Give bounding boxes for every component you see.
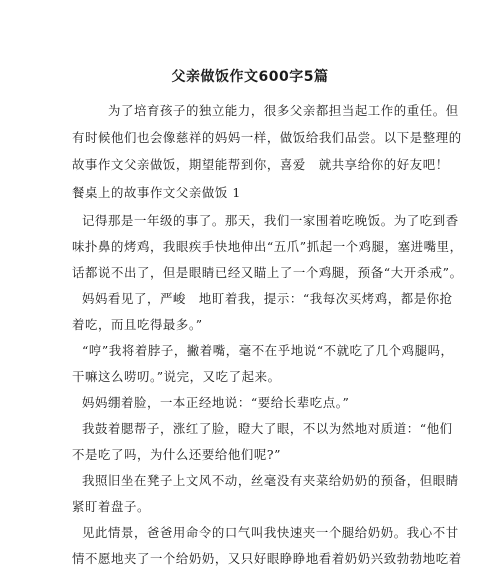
paragraph-line: 故事作文父亲做饭，期望能帮到你，喜爱 就共享给你的好友吧！ bbox=[72, 157, 449, 172]
paragraph-line: 味扑鼻的烤鸡，我眼疾手快地伸出“五爪”抓起一个鸡腿，塞进嘴里， bbox=[72, 239, 463, 254]
paragraph-line: 我照旧坐在凳子上文风不动，丝毫没有夹菜给奶奶的预备，但眼睛 bbox=[82, 473, 459, 488]
paragraph-line: 我鼓着腮帮子，涨红了脸，瞪大了眼，不以为然地对质道：“他们 bbox=[82, 421, 453, 436]
paragraph-line: “哼”我将着脖子，撇着嘴，毫不在乎地说“不就吃了几个鸡腿吗， bbox=[82, 343, 454, 358]
paragraph-line: 有时候他们也会像慈祥的妈妈一样，做饭给我们品尝。以下是整理的 bbox=[72, 130, 462, 145]
paragraph-line: 记得那是一年级的事了。那天，我们一家围着吃晚饭。为了吃到香 bbox=[82, 213, 459, 228]
paragraph-line: 着吃，而且吃得最多。” bbox=[72, 317, 203, 332]
paragraph-line: 话都说不出了，但是眼睛已经又瞄上了一个鸡腿，预备“大开杀戒”。 bbox=[72, 265, 463, 280]
paragraph-line: 情不愿地夹了一个给奶奶，又只好眼睁睁地看着奶奶兴致勃勃地吃着 bbox=[72, 551, 462, 566]
paragraph-line: 妈妈绷着脸，一本正经地说：“要给长辈吃点。” bbox=[82, 395, 350, 410]
section-heading: 餐桌上的故事作文父亲做饭 1 bbox=[72, 185, 241, 200]
paragraph-line: 不是吃了吗，为什么还要给他们呢?” bbox=[72, 447, 282, 462]
paragraph-line: 紧盯着盘子。 bbox=[72, 499, 150, 514]
paragraph-line: 妈妈看见了，严峻 地盯着我，提示：“我每次买烤鸡，都是你抢 bbox=[82, 291, 453, 306]
paragraph-line: 干嘛这么唠叨。”说完，又吃了起来。 bbox=[72, 369, 281, 384]
paragraph-line: 为了培育孩子的独立能力，很多父亲都担当起工作的重任。但 bbox=[108, 103, 459, 118]
paragraph-line: 见此情景，爸爸用命令的口气叫我快速夹一个腿给奶奶。我心不甘 bbox=[82, 525, 459, 540]
document-title: 父亲做饭作文600字5篇 bbox=[171, 69, 329, 85]
